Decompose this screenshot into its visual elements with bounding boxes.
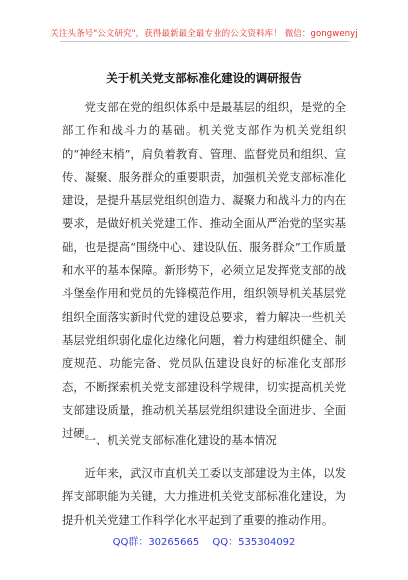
document-title: 关于机关党支部标准化建设的调研报告	[106, 71, 302, 85]
paragraph-2: 近年来，武汉市直机关工委以支部建设为主体，以发挥支部职能为关键，大力推进机关党支部标准化建设，为提升机关党建工作科学化水平起到了重要的推动作用。	[62, 467, 346, 527]
footer-contact	[0, 533, 408, 548]
footer-qq-group: QQ群：30265665	[112, 537, 200, 548]
header-banner: 关注头条号"公文研究"，获得最新最全最专业的公文资料库！ 微信：gongwenyj	[50, 29, 358, 39]
footer-qq: QQ：535304092	[212, 537, 296, 548]
section-heading-1: 一、机关党支部标准化建设的基本情况	[84, 434, 277, 447]
header-divider	[60, 41, 350, 42]
paragraph-1: 党支部在党的组织体系中是最基层的组织，是党的全部工作和战斗力的基础。机关党支部作为机关党组织的“神经末梢”，肩负着教育、管理、监督党员和组织、宣传、凝聚、服务群众的重要职责，加强机关党支部标准化建设，是提升基层党组织创造力、凝聚力和战斗力的内在要求，是做好机关党建工作、推动全面从严治党的坚实基础，也是提高“围绕中心、建设队伍、服务群众”工作质量和水平的基本保障。新形势下，必须立足发挥党支部的战斗堡垒作用和党员的先锋模范作用，组织领导机关基层党组织全面落实新时代党的建设总要求，着力解决一些机关基层党组织弱化虚化边缘化问题，着力构建组织健全、制度规范、功能完备、党员队伍建设良好的标准化支部形态，不断探索机关党支部建设科学规律，切实提高机关党支部建设质量，推动机关基层党组织建设全面进步、全面过硬。	[62, 101, 346, 441]
